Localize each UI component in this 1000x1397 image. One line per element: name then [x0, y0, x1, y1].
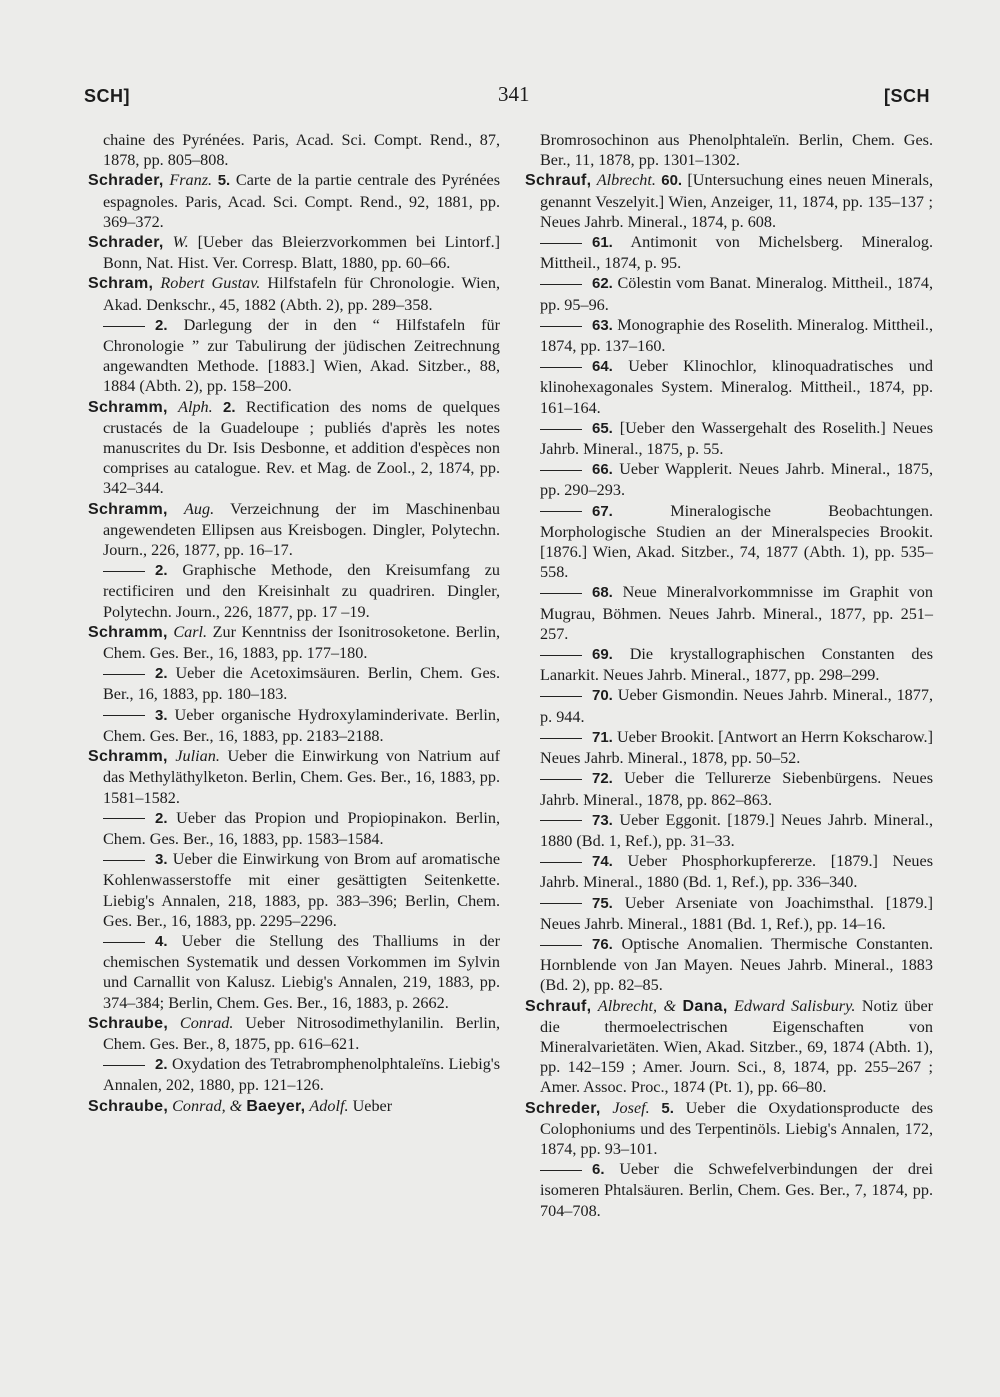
- entry-text: Ueber organische Hydroxylaminderivate. Berlin, Chem. Ges. Ber., 16, 1883, pp. 2183–2188.: [103, 705, 501, 745]
- bibliography-entry-joint: [88, 1096, 500, 1117]
- bibliography-entry: [88, 170, 500, 232]
- author-surname: Schraube,: [88, 1014, 169, 1032]
- author-surname: Schramm,: [88, 500, 168, 518]
- bibliography-subentry: [88, 808, 500, 849]
- ditto-rule: [540, 655, 582, 656]
- bibliography-subentry: [88, 1054, 500, 1095]
- entry-text: Ueber die Stellung des Thalliums in der chemischen Systematik und dessen Vorkommen im Sylvin und Carnallit von Kalusz. Liebig's Annalen, 219, 1883, pp. 374–384; Berlin, Chem. Ges. Ber., 16, 1883, p. 2662.: [103, 931, 500, 1012]
- coauthor-surname: Dana,: [682, 997, 728, 1015]
- bibliography-subentry: [525, 315, 933, 356]
- entry-text: Ueber Brookit. [Antwort an Herrn Kokscharow.] Neues Jahrb. Mineral., 1878, pp. 50–52.: [540, 727, 933, 768]
- entry-number: 70.: [592, 687, 613, 705]
- author-given-name: Conrad.: [179, 1013, 234, 1032]
- entry-number: 63.: [592, 316, 613, 334]
- entry-number: 74.: [592, 853, 613, 871]
- bibliography-subentry: [88, 931, 500, 1013]
- entry-number: 61.: [592, 234, 613, 252]
- entry-text: Bromrosochinon aus Phenolphtaleïn. Berlin, Chem. Ges. Ber., 11, 1878, pp. 1301–1302.: [540, 131, 933, 170]
- ditto-rule: [540, 903, 582, 904]
- ditto-rule: [540, 738, 582, 739]
- entry-number: 2.: [223, 398, 236, 416]
- author-surname: Schram,: [88, 275, 154, 293]
- entry-number: 2.: [155, 1056, 168, 1074]
- entry-text: Rectification des noms de quelques crustacés de la Guadeloupe ; publiés d'après les notes manuscrites du Dr. Isis Desbonne, et addition d'espèces non comprises au catalogue. Rev. et Mag. de Zool., 2, 1874, pp. 342–344.: [103, 397, 501, 498]
- bibliography-subentry: [525, 685, 933, 726]
- author-surname: Schreder,: [525, 1099, 601, 1117]
- author-given-name: Julian.: [175, 747, 220, 766]
- entry-number: 5.: [661, 1099, 674, 1117]
- ditto-rule: [540, 429, 582, 430]
- entry-text: Die krystallographischen Constanten des Lanarkit. Neues Jahrb. Mineral., 1877, pp. 298–299.: [540, 645, 933, 685]
- entry-number: 71.: [592, 728, 613, 746]
- bibliography-subentry: [525, 934, 933, 996]
- author-given-name: Albrecht, &: [597, 996, 677, 1015]
- ditto-rule: [103, 818, 145, 819]
- entry-text: Antimonit von Michelsberg. Mineralog. Mittheil., 1874, p. 95.: [540, 233, 933, 273]
- entry-text: Ueber Nitrosodimethylanilin. Berlin, Chem. Ges. Ber., 8, 1875, pp. 616–621.: [103, 1013, 501, 1053]
- bibliography-subentry: [88, 315, 500, 397]
- author-surname: Schraube,: [88, 1097, 169, 1115]
- bibliography-subentry: [525, 893, 933, 934]
- entry-text: Monographie des Roselith. Mineralog. Mittheil., 1874, pp. 137–160.: [540, 315, 934, 356]
- header-left-range: SCH]: [84, 86, 130, 106]
- ditto-rule: [540, 470, 582, 471]
- page-header: [80, 80, 930, 116]
- entry-text: Graphische Methode, den Kreisumfang zu rectificiren und den Kreisinhalt zu quadriren. Dingler, Polytechn. Journ., 226, 1877, pp. 17 –19.: [103, 561, 501, 621]
- bibliography-subentry: [88, 663, 500, 704]
- ditto-rule: [540, 820, 582, 821]
- bibliography-entry: [525, 170, 933, 232]
- ditto-rule: [103, 860, 145, 861]
- entry-text: Ueber die Einwirkung von Brom auf aromatische Kohlenwasserstoffe mit einer gesättigten Seitenkette. Liebig's Annalen, 218, 1883, pp. 383–396; Berlin, Chem. Ges. Ber., 16, 1883, pp. 2295–2296.: [103, 850, 501, 930]
- ditto-rule: [540, 511, 582, 512]
- author-surname: Schramm,: [88, 623, 168, 641]
- entry-number: 68.: [592, 584, 613, 602]
- coauthor-given-name: Edward Salisbury.: [734, 996, 856, 1015]
- entry-text: Ueber die Schwefelverbindungen der drei isomeren Phtalsäuren. Berlin, Chem. Ges. Ber., 7, 1874, pp. 704–708.: [540, 1160, 933, 1220]
- entry-continuation: [525, 130, 933, 170]
- bibliography-subentry: [525, 273, 933, 314]
- entry-text: Ueber Arseniate von Joachimsthal. [1879.] Neues Jahrb. Mineral., 1881 (Bd. 1, Ref.), pp. 14–16.: [540, 893, 933, 933]
- ditto-rule: [540, 779, 582, 780]
- author-given-name: W.: [172, 233, 189, 252]
- bibliography-subentry: [88, 705, 500, 746]
- left-column: [88, 130, 500, 1117]
- bibliography-subentry: [525, 644, 933, 685]
- entry-text: Neue Mineralvorkommnisse im Graphit von Mugrau, Böhmen. Neues Jahrb. Mineral., 1877, pp. 251–257.: [540, 583, 933, 643]
- coauthor-given-name: Adolf.: [309, 1096, 349, 1115]
- coauthor-surname: Baeyer,: [246, 1097, 306, 1115]
- bibliography-entry: [88, 499, 500, 561]
- bibliography-subentry: [525, 501, 933, 583]
- bibliography-entry-joint: [525, 996, 933, 1098]
- bibliography-entry: [88, 397, 500, 499]
- author-given-name: Franz.: [169, 171, 213, 190]
- ditto-rule: [103, 326, 145, 327]
- ditto-rule: [103, 571, 145, 572]
- entry-number: 5.: [217, 172, 231, 190]
- entry-text: chaine des Pyrénées. Paris, Acad. Sci. Compt. Rend., 87, 1878, pp. 805–808.: [103, 131, 500, 170]
- entry-text: Ueber die Tellurerze Siebenbürgens. Neues Jahrb. Mineral., 1878, pp. 862–863.: [540, 769, 933, 809]
- entry-number: 65.: [592, 419, 613, 437]
- ditto-rule: [540, 696, 582, 697]
- entry-text: [Untersuchung eines neuen Minerals, genannt Veszelyit.] Wien, Anzeiger, 11, 1874, pp. 135–137 ; Neues Jahrb. Mineral., 1874, p. 608.: [540, 171, 934, 231]
- right-column: [525, 130, 933, 1221]
- author-given-name: Josef.: [612, 1098, 650, 1117]
- entry-number: 6.: [592, 1161, 605, 1179]
- ditto-rule: [103, 674, 145, 675]
- entry-text: Notiz über die thermoelectrischen Eigenschaften von Mineralvarietäten. Wien, Akad. Sitzber., 69, 1874 (Abth. 1), pp. 142–159 ; Amer. Journ. Sci., 8, 1874, pp. 255–267 ; Amer. Assoc. Proc., 1874 (Pt. 1), pp. 66–80.: [540, 996, 934, 1097]
- entry-number: 62.: [592, 275, 613, 293]
- entry-number: 67.: [592, 502, 613, 520]
- ditto-rule: [540, 1170, 582, 1171]
- entry-number: 73.: [592, 811, 613, 829]
- entry-number: 2.: [155, 562, 168, 580]
- entry-text: Cölestin vom Banat. Mineralog. Mittheil., 1874, pp. 95–96.: [540, 274, 933, 314]
- ditto-rule: [540, 326, 582, 327]
- bibliography-subentry: [525, 582, 933, 644]
- bibliography-subentry: [525, 768, 933, 809]
- entry-text: Ueber Gismondin. Neues Jahrb. Mineral., 1877, p. 944.: [540, 686, 933, 726]
- header-right-range: [SCH: [884, 86, 930, 106]
- ditto-rule: [540, 367, 582, 368]
- entry-number: 72.: [592, 770, 613, 788]
- ditto-rule: [103, 942, 145, 943]
- author-surname: Schramm,: [88, 398, 168, 416]
- bibliography-entry: [88, 1013, 500, 1054]
- entry-continuation: [88, 130, 500, 170]
- entry-text: Carte de la partie centrale des Pyrénées espagnoles. Paris, Acad. Sci. Compt. Rend., 92, 1881, pp. 369–372.: [103, 171, 501, 231]
- bibliography-entry: [88, 622, 500, 663]
- entry-text: Optische Anomalien. Thermische Constanten. Hornblende von Jan Mayen. Neues Jahrb. Mineral., 1883 (Bd. 2), pp. 82–85.: [540, 934, 934, 995]
- entry-text: Ueber Phosphorkupfererze. [1879.] Neues Jahrb. Mineral., 1880 (Bd. 1, Ref.), pp. 336–340.: [540, 852, 933, 892]
- entry-text: Darlegung der in den “ Hilfstafeln für Chronologie ” zur Tabulirung der jüdischen Zeitrechnung angewandten Methode. [1883.] Wien, Akad. Sitzber., 88, 1884 (Abth. 2), pp. 158–200.: [103, 315, 501, 396]
- entry-text: [Ueber den Wassergehalt des Roselith.] Neues Jahrb. Mineral., 1875, p. 55.: [540, 418, 934, 459]
- bibliography-subentry: [525, 459, 933, 500]
- bibliography-subentry: [525, 232, 933, 273]
- entry-text: Mineralogische Beobachtungen. Morphologische Studien an der Mineralspecies Brookit. [1876.] Wien, Akad. Sitzber., 74, 1877 (Abth. 1), pp. 535–558.: [540, 501, 933, 582]
- author-surname: Schrader,: [88, 172, 164, 190]
- entry-number: 2.: [155, 665, 168, 683]
- bibliography-entry: [88, 232, 500, 273]
- entry-number: 3.: [155, 706, 168, 724]
- ditto-rule: [103, 1065, 145, 1066]
- author-surname: Schramm,: [88, 748, 168, 766]
- entry-number: 66.: [592, 461, 613, 479]
- author-given-name: Robert Gustav.: [160, 274, 261, 293]
- bibliography-entry: [88, 746, 500, 808]
- bibliography-subentry: [88, 560, 500, 622]
- entry-text: Hilfstafeln für Chronologie. Wien, Akad. Denkschr., 45, 1882 (Abth. 2), pp. 289–358.: [103, 274, 500, 314]
- bibliography-entry: [88, 273, 500, 314]
- author-given-name: Carl.: [173, 622, 208, 641]
- author-surname: Schrader,: [88, 234, 164, 252]
- ditto-rule: [540, 593, 582, 594]
- entry-number: 2.: [155, 316, 168, 334]
- bibliography-subentry: [525, 727, 933, 768]
- bibliography-subentry: [525, 1159, 933, 1221]
- author-given-name: Albrecht.: [596, 171, 656, 190]
- author-given-name: Alph.: [178, 397, 213, 416]
- author-surname: Schrauf,: [525, 172, 592, 190]
- entry-text: Ueber das Propion und Propiopinakon. Berlin, Chem. Ges. Ber., 16, 1883, pp. 1583–1584.: [103, 808, 500, 848]
- author-given-name: Aug.: [184, 499, 215, 518]
- entry-number: 2.: [155, 809, 168, 827]
- bibliography-subentry: [525, 418, 933, 459]
- author-surname: Schrauf,: [525, 997, 592, 1015]
- entry-text: Oxydation des Tetrabromphenolphtaleïns. Liebig's Annalen, 202, 1880, pp. 121–126.: [103, 1055, 501, 1095]
- entry-text: Ueber die Acetoximsäuren. Berlin, Chem. Ges. Ber., 16, 1883, pp. 180–183.: [103, 664, 501, 704]
- entry-number: 4.: [155, 932, 168, 950]
- entry-text: Ueber Eggonit. [1879.] Neues Jahrb. Mineral., 1880 (Bd. 1, Ref.), pp. 31–33.: [540, 810, 933, 850]
- entry-text: [Ueber das Bleierzvorkommen bei Lintorf.] Bonn, Nat. Hist. Ver. Corresp. Blatt, 1880, pp. 60–66.: [103, 233, 501, 273]
- ditto-rule: [103, 715, 145, 716]
- bibliography-subentry: [525, 851, 933, 892]
- entry-text: Ueber: [352, 1096, 393, 1115]
- entry-text: Ueber die Einwirkung von Natrium auf das Methyläthylketon. Berlin, Chem. Ges. Ber., 16, 1883, pp. 1581–1582.: [103, 747, 500, 807]
- entry-number: 60.: [661, 172, 683, 190]
- entry-text: Ueber Wapplerit. Neues Jahrb. Mineral., 1875, pp. 290–293.: [540, 460, 934, 500]
- entry-text: Ueber die Oxydationsproducte des Colophoniums und des Terpentinöls. Liebig's Annalen, 172, 1874, pp. 93–101.: [540, 1098, 934, 1158]
- page-number: 341: [498, 82, 530, 106]
- bibliography-entry: [525, 1098, 933, 1160]
- ditto-rule: [540, 862, 582, 863]
- entry-number: 69.: [592, 646, 613, 664]
- entry-number: 75.: [592, 894, 613, 912]
- entry-text: Zur Kenntniss der Isonitrosoketone. Berlin, Chem. Ges. Ber., 16, 1883, pp. 177–180.: [103, 622, 501, 663]
- ditto-rule: [540, 945, 582, 946]
- entry-text: Verzeichnung der im Maschinenbau angewendeten Ellipsen aus Kreisbogen. Dingler, Polytechn. Journ., 226, 1877, pp. 16–17.: [103, 499, 500, 560]
- entry-number: 76.: [592, 935, 613, 953]
- ditto-rule: [540, 243, 582, 244]
- entry-number: 64.: [592, 358, 613, 376]
- bibliography-subentry: [88, 849, 500, 931]
- author-given-name: Conrad, &: [172, 1096, 243, 1115]
- entry-number: 3.: [155, 851, 168, 869]
- bibliography-subentry: [525, 356, 933, 418]
- ditto-rule: [540, 284, 582, 285]
- entry-text: Ueber Klinochlor, klinoquadratisches und klinohexagonales System. Mineralog. Mittheil., 1874, pp. 161–164.: [540, 357, 934, 417]
- bibliography-subentry: [525, 810, 933, 851]
